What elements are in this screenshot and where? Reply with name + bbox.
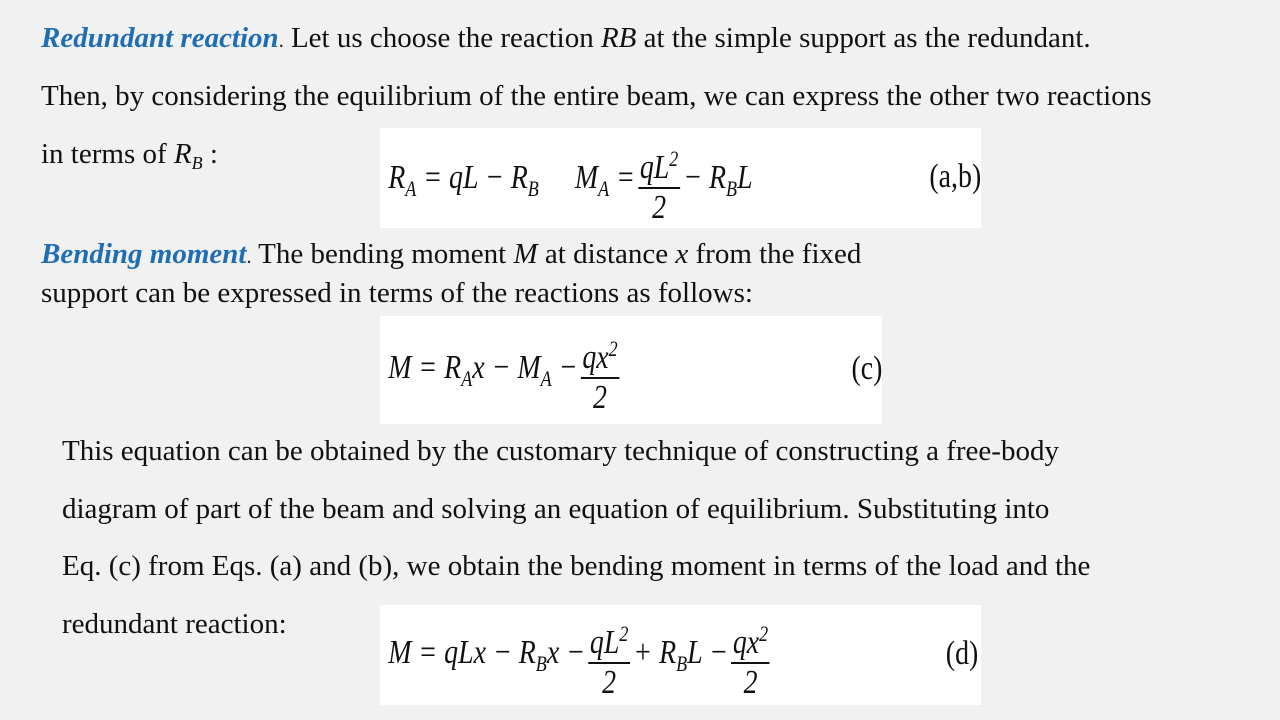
frac-num: qL	[639, 149, 670, 186]
eq-sub: A	[598, 176, 610, 201]
text-segment: from the fixed	[688, 238, 862, 270]
paragraph-substitution-line4: redundant reaction:	[62, 608, 287, 640]
equation-ab-image	[380, 128, 981, 228]
paragraph-substitution-line3: Eq. (c) from Eqs. (a) and (b), we obtain the bending moment in terms of the load and the	[62, 550, 1091, 582]
heading-dot: .	[278, 30, 284, 52]
fraction-ql2-over-2	[588, 615, 630, 702]
frac-den: 2	[652, 189, 667, 226]
eq-sub: B	[726, 176, 738, 201]
text-segment: :	[202, 138, 218, 170]
paragraph-bending-moment-line2: support can be expressed in terms of the reactions as follows:	[41, 277, 753, 309]
eq-sub: B	[527, 176, 539, 201]
equation-ab-body	[388, 138, 752, 229]
eq-sub: B	[535, 651, 547, 676]
equation-label-c: (c)	[851, 350, 883, 387]
heading-dot: .	[246, 246, 252, 268]
fraction-ql2-over-2	[638, 140, 680, 227]
eq-term: −	[551, 349, 578, 386]
variable-rb: RB	[600, 22, 637, 54]
frac-den: 2	[593, 379, 607, 416]
text-segment: The bending moment	[251, 238, 514, 270]
variable-m: M	[513, 238, 538, 270]
equation-c-image	[380, 316, 882, 424]
eq-term: R	[388, 159, 406, 196]
equation-d-body	[388, 613, 773, 704]
eq-term: M = qLx − R	[388, 634, 536, 671]
subscript-b: B	[191, 153, 203, 173]
frac-sup: 2	[669, 146, 679, 171]
frac-sup: 2	[759, 621, 769, 646]
variable-r: R	[173, 138, 192, 170]
frac-num: qL	[589, 624, 620, 661]
frac-num: qx	[732, 624, 760, 661]
eq-term: x − M	[472, 349, 541, 386]
eq-sub: A	[405, 176, 417, 201]
text-segment: in terms of	[41, 138, 174, 170]
eq-term: =	[609, 159, 635, 196]
fraction-qx2-over-2	[581, 330, 620, 417]
paragraph-substitution-line1: This equation can be obtained by the customary technique of constructing a free-body	[62, 435, 1059, 467]
paragraph-redundant-reaction-line3	[41, 125, 218, 192]
eq-term: M	[574, 159, 599, 196]
frac-den: 2	[602, 664, 617, 701]
eq-term: + R	[633, 634, 677, 671]
equation-d-image	[380, 605, 981, 705]
eq-sub: A	[540, 366, 552, 391]
eq-term: L	[737, 159, 753, 196]
eq-term: = qL − R	[416, 159, 528, 196]
frac-num: qx	[582, 339, 609, 376]
paragraph-redundant-reaction-line2: Then, by considering the equilibrium of the entire beam, we can express the other two reactions	[41, 80, 1152, 112]
heading-redundant-reaction: Redundant reaction	[41, 22, 279, 54]
equation-label-d: (d)	[945, 635, 979, 672]
eq-sub: B	[676, 651, 688, 676]
eq-sub: A	[461, 366, 473, 391]
frac-sup: 2	[608, 336, 618, 361]
paragraph-substitution-line2: diagram of part of the beam and solving an equation of equilibrium. Substituting into	[62, 493, 1050, 525]
eq-term: − R	[683, 159, 727, 196]
eq-term: M = R	[388, 349, 462, 386]
equation-label-ab: (a,b)	[929, 158, 982, 195]
heading-bending-moment: Bending moment	[41, 238, 247, 270]
paragraph-redundant-reaction-line1	[41, 9, 1091, 70]
eq-term: x −	[546, 634, 585, 671]
frac-sup: 2	[619, 621, 629, 646]
variable-x: x	[675, 238, 689, 270]
fraction-qx2-over-2	[731, 615, 770, 702]
equation-c-body	[388, 328, 622, 419]
text-segment: Let us choose the reaction	[283, 22, 601, 54]
eq-term: L −	[687, 634, 728, 671]
frac-den: 2	[743, 664, 758, 701]
text-segment: at distance	[537, 238, 676, 270]
text-segment: at the simple support as the redundant.	[636, 22, 1091, 54]
